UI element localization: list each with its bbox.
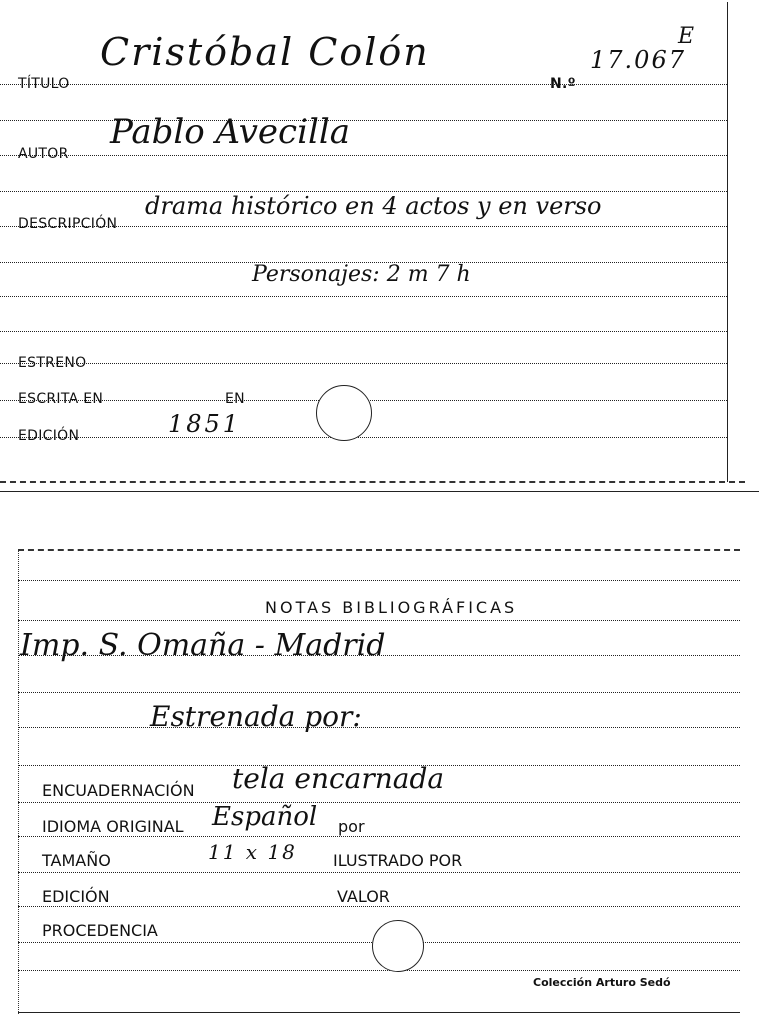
tamano-label: TAMAÑO	[42, 851, 111, 870]
edicion-label-2: EDICIÓN	[42, 887, 110, 906]
ruled-line	[18, 802, 740, 803]
titulo-label: TÍTULO	[18, 76, 70, 92]
descripcion-label: DESCRIPCIÓN	[18, 216, 118, 232]
nota-estrenada: Estrenada por:	[150, 700, 362, 733]
ruled-line	[18, 692, 740, 693]
numero-suffix: E	[678, 24, 695, 49]
ruled-line	[18, 872, 740, 873]
ruled-line	[0, 437, 727, 438]
punch-hole	[372, 920, 424, 972]
en-label: EN	[225, 391, 245, 407]
card-right-border	[727, 2, 728, 482]
nota-imprenta: Imp. S. Omaña - Madrid	[20, 628, 386, 663]
ruled-line	[0, 363, 727, 364]
ruled-line	[18, 620, 740, 621]
encuadernacion-value: tela encarnada	[232, 762, 445, 795]
punch-hole	[316, 385, 372, 441]
personajes-value: Personajes: 2 m 7 h	[252, 262, 471, 287]
edicion-label: EDICIÓN	[18, 428, 80, 444]
estreno-label: ESTRENO	[18, 355, 87, 371]
ruled-line	[0, 84, 727, 85]
ruled-line	[18, 580, 740, 581]
card-separator	[0, 491, 759, 492]
ruled-line	[18, 906, 740, 907]
escrita-en-label: ESCRITA EN	[18, 391, 104, 407]
numero-value: 17.067	[590, 46, 686, 74]
catalog-card-bottom	[0, 540, 759, 1028]
card-top-edge	[18, 549, 740, 551]
valor-label: VALOR	[337, 887, 390, 906]
ruled-line	[18, 970, 740, 971]
descripcion-value: drama histórico en 4 actos y en verso	[145, 192, 602, 220]
encuadernacion-label: ENCUADERNACIÓN	[42, 781, 195, 800]
card-left-border	[18, 549, 19, 1014]
numero-label: N.º	[550, 76, 576, 92]
por-label: por	[338, 817, 365, 836]
catalog-card-top	[0, 0, 759, 495]
ruled-line	[0, 331, 727, 332]
card-bottom-edge	[0, 481, 745, 483]
autor-value: Pablo Avecilla	[110, 112, 350, 152]
edicion-value: 1851	[168, 410, 242, 438]
notas-heading: NOTAS BIBLIOGRÁFICAS	[265, 598, 518, 617]
procedencia-label: PROCEDENCIA	[42, 921, 158, 940]
titulo-value: Cristóbal Colón	[100, 30, 430, 74]
ruled-line	[0, 155, 727, 156]
idioma-value: Español	[212, 802, 318, 832]
card-bottom-edge	[18, 1012, 740, 1013]
autor-label: AUTOR	[18, 146, 69, 162]
tamano-value: 11 x 18	[208, 840, 297, 864]
ilustrado-label: ILUSTRADO POR	[333, 851, 463, 870]
ruled-line	[18, 727, 740, 728]
idioma-label: IDIOMA ORIGINAL	[42, 817, 184, 836]
ruled-line	[18, 836, 740, 837]
collection-credit: Colección Arturo Sedó	[533, 976, 671, 989]
ruled-line	[0, 296, 727, 297]
